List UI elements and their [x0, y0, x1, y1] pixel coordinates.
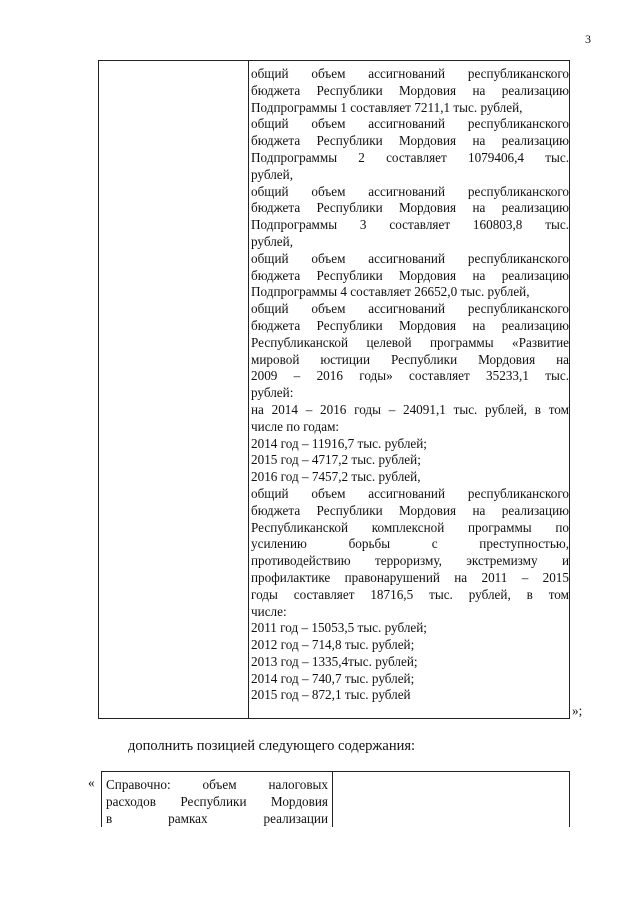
text-line: мировой юстиции Республики Мордовия на [251, 351, 569, 367]
text-line: на 2014 – 2016 годы – 24091,1 тыс. рублей, в том [251, 401, 569, 417]
instruction-text: дополнить позицией следующего содержания: [128, 738, 416, 754]
text-line: числе: [251, 603, 287, 619]
reference-table [101, 771, 570, 827]
reference-cell [106, 776, 328, 827]
table-column-divider [332, 772, 333, 827]
text-line: 2016 год – 7457,2 тыс. рублей, [251, 469, 421, 485]
text-line: Подпрограммы 4 составляет 26652,0 тыс. рублей, [251, 284, 530, 300]
text-line: бюджета Республики Мордовия на реализацию [251, 133, 569, 149]
text-line: рублей: [251, 385, 294, 401]
text-line: общий объем ассигнований республиканского [251, 485, 569, 501]
text-line: усилению борьбы с преступностью, [251, 536, 569, 552]
text-line: годы составляет 18716,5 тыс. рублей, в том [251, 586, 569, 602]
text-line: 2014 год – 740,7 тыс. рублей; [251, 670, 415, 686]
text-line: Справочно: объем налоговых [106, 777, 328, 792]
text-line: бюджета Республики Мордовия на реализацию [251, 82, 569, 98]
text-line: Республиканской целевой программы «Развитие [251, 334, 569, 350]
closing-quote: »; [572, 703, 583, 718]
text-line: в рамках реализации [106, 811, 328, 826]
opening-quote: « [88, 775, 95, 790]
text-line: противодействию терроризму, экстремизму и [251, 553, 569, 569]
text-line: бюджета Республики Мордовия на реализацию [251, 502, 569, 518]
text-line: 2015 год – 872,1 тыс. рублей [251, 687, 411, 703]
text-line: 2012 год – 714,8 тыс. рублей; [251, 637, 415, 653]
text-line: общий объем ассигнований республиканского [251, 116, 569, 132]
text-line: бюджета Республики Мордовия на реализацию [251, 200, 569, 216]
budget-table [98, 60, 570, 719]
text-line: Подпрограммы 1 составляет 7211,1 тыс. рублей, [251, 99, 523, 115]
text-line: Подпрограммы 2 составляет 1079406,4 тыс. [251, 149, 569, 165]
text-line: Подпрограммы 3 составляет 160803,8 тыс. [251, 217, 569, 233]
text-line: рублей, [251, 233, 294, 249]
budget-description-cell [251, 66, 569, 704]
text-line: 2009 – 2016 годы» составляет 35233,1 тыс. [251, 368, 569, 384]
page-number: 3 [585, 32, 591, 46]
text-line: 2014 год – 11916,7 тыс. рублей; [251, 435, 427, 451]
text-line: общий объем ассигнований республиканского [251, 183, 569, 199]
text-line: 2013 год – 1335,4тыс. рублей; [251, 653, 418, 669]
text-line: бюджета Республики Мордовия на реализацию [251, 317, 569, 333]
text-line: общий объем ассигнований республиканского [251, 301, 569, 317]
table-column-divider [248, 61, 249, 718]
text-line: числе по годам: [251, 418, 340, 434]
text-line: общий объем ассигнований республиканского [251, 250, 569, 266]
text-line: бюджета Республики Мордовия на реализацию [251, 267, 569, 283]
text-line: общий объем ассигнований республиканского [251, 66, 569, 81]
text-line: профилактике правонарушений на 2011 – 2015 [251, 569, 569, 585]
text-line: рублей, [251, 166, 294, 182]
text-line: 2015 год – 4717,2 тыс. рублей; [251, 452, 421, 468]
text-line: Республиканской комплексной программы по [251, 519, 569, 535]
text-line: расходов Республики Мордовия [106, 794, 328, 809]
text-line: 2011 год – 15053,5 тыс. рублей; [251, 620, 427, 636]
